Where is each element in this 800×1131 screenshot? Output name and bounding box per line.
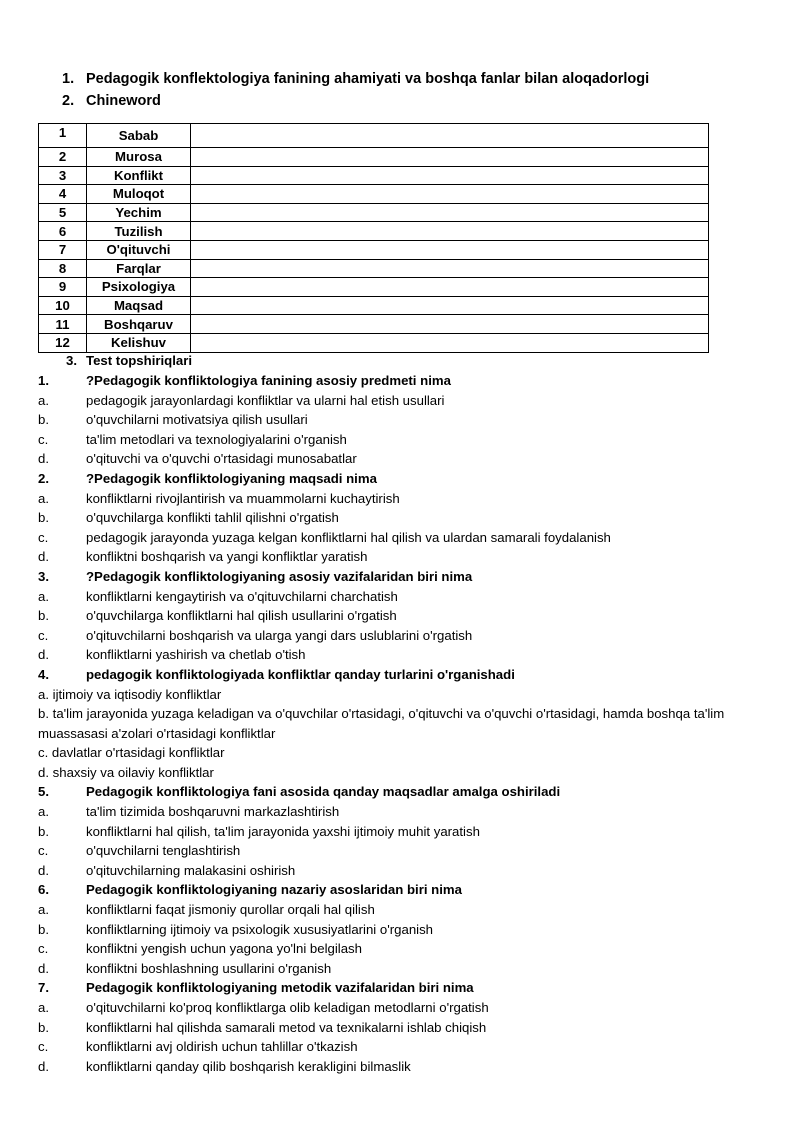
line-marker: a. xyxy=(38,1000,49,1015)
answer-option xyxy=(38,528,768,548)
answer-option xyxy=(38,626,768,646)
crossword-number: 6 xyxy=(39,222,87,241)
line-text: Pedagogik konfliktologiya fani asosida qanday maqsadlar amalga oshiriladi xyxy=(86,784,561,800)
crossword-row xyxy=(39,148,709,167)
heading-text: Chineword xyxy=(86,93,161,109)
crossword-answer-cell xyxy=(191,148,709,167)
answer-option xyxy=(38,841,768,861)
crossword-word: Konflikt xyxy=(87,166,191,185)
line-text: Pedagogik konfliktologiyaning metodik vazifalaridan biri nima xyxy=(86,980,474,996)
line-text: konfliktlarni avj oldirish uchun tahlillar o'tkazish xyxy=(86,1039,358,1055)
answer-option xyxy=(38,704,768,743)
line-text: konfliktlarni hal qilish, ta'lim jarayonida yaxshi ijtimoiy muhit yaratish xyxy=(86,823,480,839)
answer-option xyxy=(38,1057,768,1077)
line-text: konfliktlarni hal qilishda samarali metod va texnikalarni ishlab chiqish xyxy=(86,1019,487,1035)
line-marker: b. xyxy=(38,510,49,526)
crossword-word: Kelishuv xyxy=(87,333,191,352)
section-number: 3. xyxy=(66,353,77,368)
answer-option xyxy=(38,900,768,920)
section-title-text: Test topshiriqlari xyxy=(86,353,193,368)
line-marker: b. xyxy=(38,823,49,839)
line-text: konfliktlarni kengaytirish va o'qituvchilarni charchatish xyxy=(86,588,398,604)
crossword-answer-cell xyxy=(191,315,709,334)
crossword-number: 11 xyxy=(39,315,87,334)
line-text: o'quvchilarni tenglashtirish xyxy=(86,843,241,859)
answer-option xyxy=(38,998,768,1018)
line-marker: a. xyxy=(38,588,49,604)
answer-option xyxy=(38,430,768,450)
question-line xyxy=(38,469,768,489)
answer-option xyxy=(38,508,768,528)
line-marker: d. xyxy=(38,549,49,565)
line-marker: 1. xyxy=(38,373,49,388)
answer-option xyxy=(38,763,768,783)
crossword-number: 7 xyxy=(39,240,87,259)
crossword-row xyxy=(39,315,709,334)
crossword-word: Muloqot xyxy=(87,185,191,204)
crossword-word: Psixologiya xyxy=(87,278,191,297)
line-marker: a. xyxy=(38,804,49,820)
line-marker: c. xyxy=(38,843,49,859)
test-section-title xyxy=(66,353,192,368)
answer-option xyxy=(38,410,768,430)
answer-option xyxy=(38,587,768,607)
question-line xyxy=(38,371,768,391)
line-marker: d. xyxy=(38,647,49,663)
question-line xyxy=(38,880,768,900)
crossword-answer-cell xyxy=(191,278,709,297)
line-text: pedagogik jarayonda yuzaga kelgan konfliktlarni hal qilish va ulardan samarali foydalanish xyxy=(86,529,611,545)
heading-text: Pedagogik konflektologiya fanining ahamiyati va boshqa fanlar bilan aloqadorlogi xyxy=(86,71,650,87)
question-line xyxy=(38,978,768,998)
line-marker: a. xyxy=(38,490,49,506)
crossword-number: 9 xyxy=(39,278,87,297)
line-marker: d. xyxy=(38,1058,49,1074)
crossword-answer-cell xyxy=(191,203,709,222)
answer-option xyxy=(38,743,768,763)
question-line xyxy=(38,665,768,685)
crossword-word: Yechim xyxy=(87,203,191,222)
answer-option xyxy=(38,1018,768,1038)
crossword-table xyxy=(38,123,709,353)
heading-2 xyxy=(62,93,161,109)
answer-option xyxy=(38,802,768,822)
answer-option xyxy=(38,920,768,940)
line-marker: d. xyxy=(38,960,49,976)
line-text: konfliktlarning ijtimoiy va psixologik xususiyatlarini o'rganish xyxy=(86,921,434,937)
line-text: konfliktlarni faqat jismoniy qurollar orqali hal qilish xyxy=(86,902,375,918)
line-marker: 4. xyxy=(38,666,49,682)
line-marker: 2. xyxy=(38,470,49,486)
crossword-answer-cell xyxy=(191,259,709,278)
line-marker: a. xyxy=(38,392,49,408)
heading-1 xyxy=(62,71,649,87)
line-marker: c. xyxy=(38,1039,49,1055)
line-text: ?Pedagogik konfliktologiya fanining asosiy predmeti nima xyxy=(86,373,451,388)
line-marker: d. xyxy=(38,862,49,878)
answer-option xyxy=(38,1037,768,1057)
crossword-answer-cell xyxy=(191,124,709,148)
answer-option xyxy=(38,861,768,881)
answer-option xyxy=(38,939,768,959)
crossword-word: Maqsad xyxy=(87,296,191,315)
line-text: pedagogik konfliktologiyada konfliktlar qanday turlarini o'rganishadi xyxy=(86,666,515,682)
crossword-row xyxy=(39,185,709,204)
answer-option xyxy=(38,449,768,469)
crossword-answer-cell xyxy=(191,222,709,241)
line-marker: 7. xyxy=(38,980,49,996)
answer-option xyxy=(38,822,768,842)
answer-option xyxy=(38,645,768,665)
line-marker: b. xyxy=(38,608,49,624)
line-marker: 3. xyxy=(38,568,49,584)
answer-option xyxy=(38,489,768,509)
line-text: ?Pedagogik konfliktologiyaning asosiy vazifalaridan biri nima xyxy=(86,568,473,584)
line-text: o'qituvchilarning malakasini oshirish xyxy=(86,862,296,878)
line-marker: b. xyxy=(38,412,49,428)
crossword-row xyxy=(39,296,709,315)
crossword-number: 3 xyxy=(39,166,87,185)
line-text: pedagogik jarayonlardagi konfliktlar va ularni hal etish usullari xyxy=(86,392,445,408)
line-text: a. ijtimoiy va iqtisodiy konfliktlar xyxy=(38,686,222,702)
line-text: c. davlatlar o'rtasidagi konfliktlar xyxy=(38,745,225,761)
line-text: ta'lim metodlari va texnologiyalarini o'rganish xyxy=(86,431,347,447)
crossword-word: Sabab xyxy=(87,124,191,148)
line-marker: 6. xyxy=(38,882,49,898)
line-marker: d. xyxy=(38,451,49,467)
crossword-number: 12 xyxy=(39,333,87,352)
answer-option xyxy=(38,547,768,567)
crossword-word: Boshqaruv xyxy=(87,315,191,334)
crossword-row xyxy=(39,278,709,297)
line-text: o'qituvchi va o'quvchi o'rtasidagi munosabatlar xyxy=(86,451,357,467)
line-text: konfliktlarni yashirish va chetlab o'tish xyxy=(86,647,306,663)
answer-option xyxy=(38,685,768,705)
line-marker: c. xyxy=(38,941,49,957)
line-text: konfliktni yengish uchun yagona yo'lni belgilash xyxy=(86,941,362,957)
line-text: konfliktni boshqarish va yangi konfliktlar yaratish xyxy=(86,549,368,565)
crossword-row xyxy=(39,333,709,352)
crossword-row xyxy=(39,203,709,222)
heading-number: 2. xyxy=(62,93,75,109)
crossword-word: Farqlar xyxy=(87,259,191,278)
line-text: d. shaxsiy va oilaviy konfliktlar xyxy=(38,764,214,780)
crossword-number: 1 xyxy=(39,124,87,148)
crossword-answer-cell xyxy=(191,185,709,204)
line-marker: b. xyxy=(38,1019,49,1035)
question-line xyxy=(38,567,768,587)
crossword-row xyxy=(39,124,709,148)
answer-option xyxy=(38,959,768,979)
heading-number: 1. xyxy=(62,71,75,87)
line-text: konfliktlarni rivojlantirish va muammolarni kuchaytirish xyxy=(86,490,400,506)
crossword-answer-cell xyxy=(191,166,709,185)
crossword-row xyxy=(39,166,709,185)
answer-option xyxy=(38,606,768,626)
line-text: o'qituvchilarni ko'proq konfliktlarga olib keladigan metodlarni o'rgatish xyxy=(86,1000,489,1015)
crossword-number: 5 xyxy=(39,203,87,222)
line-marker: c. xyxy=(38,529,49,545)
line-marker: 5. xyxy=(38,784,49,800)
crossword-row xyxy=(39,222,709,241)
line-text: Pedagogik konfliktologiyaning nazariy asoslaridan biri nima xyxy=(86,882,462,898)
line-text: o'quvchilarga konfliktlarni hal qilish usullarini o'rgatish xyxy=(86,608,397,624)
crossword-row xyxy=(39,240,709,259)
line-marker: c. xyxy=(38,627,49,643)
line-text: o'quvchilarni motivatsiya qilish usullari xyxy=(86,412,308,428)
question-line xyxy=(38,782,768,802)
crossword-number: 4 xyxy=(39,185,87,204)
test-questions xyxy=(38,371,768,1076)
line-marker: b. xyxy=(38,921,49,937)
line-text: o'qituvchilarni boshqarish va ularga yangi dars uslublarini o'rgatish xyxy=(86,627,473,643)
line-text: ?Pedagogik konfliktologiyaning maqsadi nima xyxy=(86,470,377,486)
crossword-word: O'qituvchi xyxy=(87,240,191,259)
line-text: o'quvchilarga konflikti tahlil qilishni o'rgatish xyxy=(86,510,339,526)
crossword-row xyxy=(39,259,709,278)
crossword-answer-cell xyxy=(191,333,709,352)
crossword-number: 10 xyxy=(39,296,87,315)
line-text: konfliktni boshlashning usullarini o'rganish xyxy=(86,960,332,976)
crossword-answer-cell xyxy=(191,240,709,259)
line-text: b. ta'lim jarayonida yuzaga keladigan va o'quvchilar o'rtasidagi, o'qituvchi va o'quvchi o'rtasidagi, hamda boshqa ta'lim muassasasi a'zolari o'rtasidagi konfliktlar xyxy=(38,706,725,741)
line-marker: c. xyxy=(38,431,49,447)
crossword-number: 2 xyxy=(39,148,87,167)
crossword-number: 8 xyxy=(39,259,87,278)
line-text: konfliktlarni qanday qilib boshqarish kerakligini bilmaslik xyxy=(86,1058,411,1074)
crossword-word: Murosa xyxy=(87,148,191,167)
line-text: ta'lim tizimida boshqaruvni markazlashtirish xyxy=(86,804,340,820)
crossword-word: Tuzilish xyxy=(87,222,191,241)
line-marker: a. xyxy=(38,902,49,918)
crossword-answer-cell xyxy=(191,296,709,315)
answer-option xyxy=(38,391,768,411)
